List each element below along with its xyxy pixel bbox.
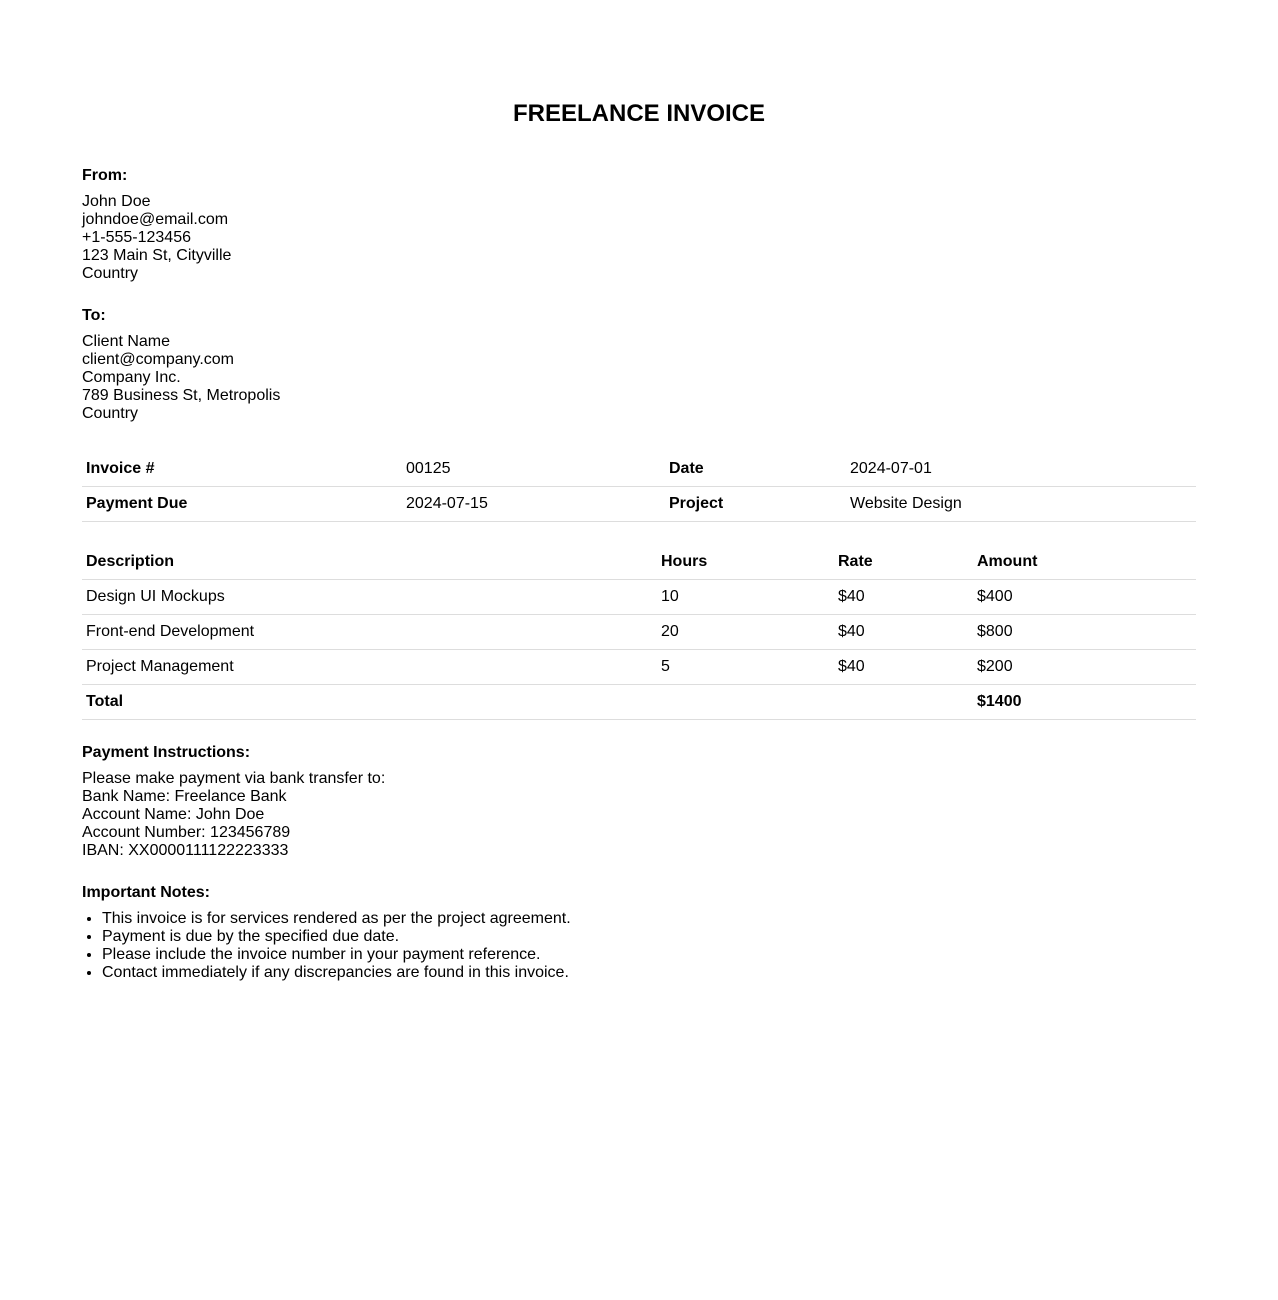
to-name: Client Name xyxy=(82,333,171,350)
payment-intro: Please make payment via bank transfer to: xyxy=(82,770,386,787)
from-details xyxy=(82,193,1196,283)
line-items-table xyxy=(82,545,1196,720)
from-label: From: xyxy=(82,167,128,184)
item-description: Front-end Development xyxy=(82,615,657,650)
table-row xyxy=(82,615,1196,650)
payment-instructions-section xyxy=(82,744,1196,860)
item-rate: $40 xyxy=(834,615,973,650)
payment-instructions-details xyxy=(82,770,1196,860)
project-value: Website Design xyxy=(846,487,1196,522)
to-company: Company Inc. xyxy=(82,369,181,386)
list-item: • Contact immediately if any discrepancies are found in this invoice. xyxy=(102,964,1196,982)
table-row xyxy=(82,650,1196,685)
from-email: johndoe@email.com xyxy=(82,211,229,228)
to-address: 789 Business St, Metropolis xyxy=(82,387,281,404)
total-row xyxy=(82,685,1196,720)
to-country: Country xyxy=(82,405,139,422)
account-name: Account Name: John Doe xyxy=(82,806,265,823)
payment-due-label: Payment Due xyxy=(82,487,402,522)
from-section xyxy=(82,167,1196,283)
item-description: Project Management xyxy=(82,650,657,685)
invoice-number-label: Invoice # xyxy=(82,452,402,487)
date-label: Date xyxy=(665,452,846,487)
invoice-page xyxy=(82,0,1196,982)
total-empty-cell xyxy=(834,685,973,720)
header-hours: Hours xyxy=(657,545,834,580)
item-rate: $40 xyxy=(834,650,973,685)
total-value: $1400 xyxy=(973,685,1196,720)
from-address: 123 Main St, Cityville xyxy=(82,247,232,264)
to-section xyxy=(82,307,1196,423)
from-name: John Doe xyxy=(82,193,151,210)
header-rate: Rate xyxy=(834,545,973,580)
project-label: Project xyxy=(665,487,846,522)
item-rate: $40 xyxy=(834,580,973,615)
invoice-number-value: 00125 xyxy=(402,452,665,487)
notes-list xyxy=(82,910,1196,982)
meta-row xyxy=(82,452,1196,487)
item-amount: $200 xyxy=(973,650,1196,685)
item-amount: $400 xyxy=(973,580,1196,615)
important-notes-section xyxy=(82,884,1196,982)
from-phone: +1-555-123456 xyxy=(82,229,191,246)
list-item: • Please include the invoice number in your payment reference. xyxy=(102,946,1196,964)
item-hours: 5 xyxy=(657,650,834,685)
meta-row xyxy=(82,487,1196,522)
invoice-title: FREELANCE INVOICE xyxy=(512,100,766,127)
header-amount: Amount xyxy=(973,545,1196,580)
list-item: • Payment is due by the specified due date. xyxy=(102,928,1196,946)
table-header-row xyxy=(82,545,1196,580)
item-hours: 20 xyxy=(657,615,834,650)
to-details xyxy=(82,333,1196,423)
bank-name: Bank Name: Freelance Bank xyxy=(82,788,287,805)
payment-due-value: 2024-07-15 xyxy=(402,487,665,522)
important-notes-label: Important Notes: xyxy=(82,884,210,901)
iban: IBAN: XX0000111122223333 xyxy=(82,842,289,859)
account-number: Account Number: 123456789 xyxy=(82,824,291,841)
item-description: Design UI Mockups xyxy=(82,580,657,615)
total-label: Total xyxy=(82,685,657,720)
table-row xyxy=(82,580,1196,615)
item-amount: $800 xyxy=(973,615,1196,650)
invoice-meta-table xyxy=(82,452,1196,522)
to-email: client@company.com xyxy=(82,351,234,368)
to-label: To: xyxy=(82,307,106,324)
from-country: Country xyxy=(82,265,139,282)
header-description: Description xyxy=(82,545,657,580)
payment-instructions-label: Payment Instructions: xyxy=(82,744,251,761)
total-empty-cell xyxy=(657,685,834,720)
item-hours: 10 xyxy=(657,580,834,615)
list-item: • This invoice is for services rendered as per the project agreement. xyxy=(102,910,1196,928)
date-value: 2024-07-01 xyxy=(846,452,1196,487)
